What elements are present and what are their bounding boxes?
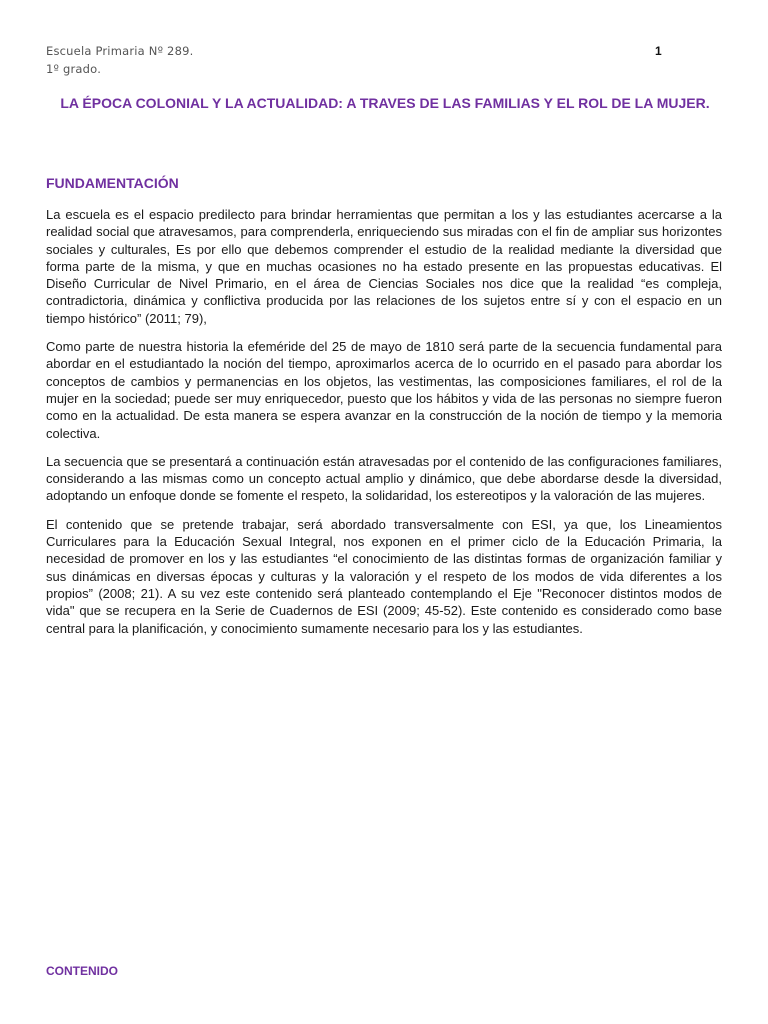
- school-name: Escuela Primaria Nº 289.: [46, 44, 194, 58]
- school-header: [46, 42, 193, 78]
- paragraph-4: El contenido que se pretende trabajar, será abordado transversalmente con ESI, ya que, los Lineamientos Curriculares para la Educación Sexual Integral, nos exponen en el primer ciclo de la Educación Primaria, la necesidad de promover en los y las estudiantes “el conocimiento de las distintas formas de organización familiar y sus dinámicas en diversas épocas y culturas y la valoración y el respeto de los modos de vida diferentes a los propios” (2008; 21). A su vez este contenido será planteado contemplando el Eje "Reconocer distintos modos de vida" que se recupera en la Serie de Cuadernos de ESI (2009; 45-52). Este contenido es considerado como base central para la planificación, y conocimiento sumamente necesario para los y las estudiantes.: [46, 516, 722, 636]
- section-heading-contenido: CONTENIDO: [46, 964, 118, 978]
- fundamentacion-body: [46, 206, 722, 648]
- document-title: LA ÉPOCA COLONIAL Y LA ACTUALIDAD: A TRAVES DE LAS FAMILIAS Y EL ROL DE LA MUJER.: [60, 95, 710, 111]
- paragraph-1: La escuela es el espacio predilecto para brindar herramientas que permitan a los y las estudiantes acercarse a la realidad social que atravesamos, para comprenderla, enriqueciendo sus miradas con el fin de ampliar sus horizontes sociales y culturales, Es por ello que debemos comprender el estudio de la realidad mediante la diversidad que forma parte de la misma, y que en muchas ocasiones no ha estado presente en las propuestas educativas. El Diseño Curricular de Nivel Primario, en el área de Ciencias Sociales nos dice que la realidad “es compleja, contradictoria, dinámica y conflictiva producida por las relaciones de los sujetos entre sí y con el espacio en un tiempo histórico” (2011; 79),: [46, 207, 722, 326]
- paragraph-2: Como parte de nuestra historia la efeméride del 25 de mayo de 1810 será parte de la secuencia fundamental para abordar en el estudiantado la noción del tiempo, aproximarlos acerca de lo ocurrido en el pasado para abordar los conceptos de cambios y permanencias en los objetos, las vestimentas, las composiciones familiares, el rol de la mujer en la sociedad; puede ser muy enriquecedor, puesto que los hábitos y vida de las personas no siempre fueron como en la actualidad. De esta manera se espera avanzar en la construcción de la noción de tiempo y la memoria colectiva.: [46, 339, 722, 441]
- page-number: 1: [655, 44, 662, 58]
- paragraph-3: La secuencia que se presentará a continuación están atravesadas por el contenido de las configuraciones familiares, considerando a las mismas como un concepto actual amplio y dinámico, que debe abordarse desde la diversidad, adoptando un enfoque donde se fomente el respeto, la solidaridad, los estereotipos y la valoración de las mujeres.: [46, 453, 722, 504]
- section-heading-fundamentacion: FUNDAMENTACIÓN: [46, 175, 179, 191]
- grade-label: 1º grado.: [46, 62, 102, 76]
